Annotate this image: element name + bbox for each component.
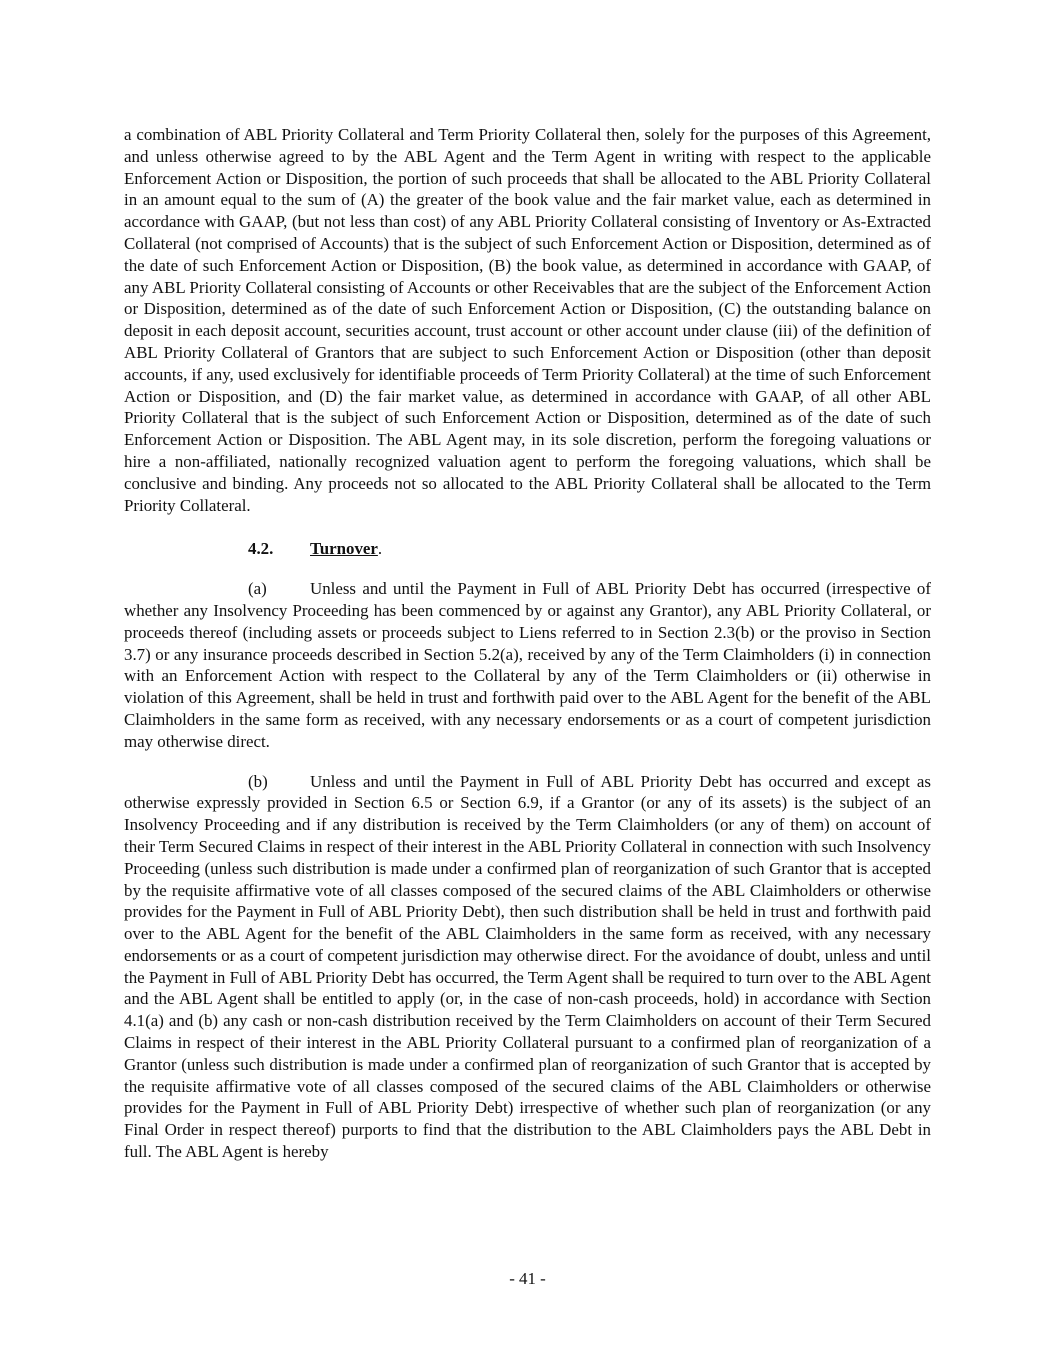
subsection-a (124, 578, 931, 752)
subsection-b-label: (b) (248, 771, 268, 791)
section-heading (124, 538, 931, 560)
subsection-a-label: (a) (248, 579, 267, 599)
document-page (124, 124, 931, 1181)
subsection-b-text: Unless and until the Payment in Full of ABL Priority Debt has occurred and except as otherwise expressly provided in Section 6.5 or Section 6.9, if a Grantor (or any of its assets) is the subject of an Insolvency Proceeding and if any distribution is received by the Term Claimholders (or any of them) on account of their Term Secured Claims in respect of their interest in the ABL Priority Collateral in connection with such Insolvency Proceeding (unless such distribution is made under a confirmed plan of reorganization of such Grantor that is accepted by the requisite affirmative vote of all classes composed of the secured claims of the ABL Claimholders or otherwise provides for the Payment in Full of ABL Priority Debt), then such distribution shall be held in trust and forthwith paid over to the ABL Agent for the benefit of the ABL Claimholders in the same form as received, with any necessary endorsements or as a court of competent jurisdiction may otherwise direct. For the avoidance of doubt, unless and until the Payment in Full of ABL Priority Debt has occurred, the Term Agent shall be required to turn over to the ABL Agent and the ABL Agent shall be entitled to apply (or, in the case of non-cash proceeds, hold) in accordance with Section 4.1(a) and (b) any cash or non-cash distribution received by the Term Claimholders on account of their Term Secured Claims in respect of their interest in the ABL Priority Collateral pursuant to a confirmed plan of reorganization of a Grantor (unless such distribution is made under a confirmed plan of reorganization of such Grantor that is accepted by the requisite affirmative vote of all classes composed of the secured claims of the ABL Claimholders or otherwise provides for the Payment in Full of ABL Priority Debt) irrespective of whether such plan of reorganization (or any Final Order in respect thereof) purports to find that the distribution to the ABL Claimholders pays the ABL Debt in full. The ABL Agent is hereby (124, 771, 931, 1162)
page-number: - 41 - (509, 1269, 546, 1288)
section-title: Turnover (310, 539, 378, 559)
section-number: 4.2. (248, 539, 274, 559)
subsection-b (124, 771, 931, 1163)
intro-paragraph: a combination of ABL Priority Collateral and Term Priority Collateral then, solely for the purposes of this Agreement, and unless otherwise agreed to by the ABL Agent and the Term Agent in writing with respect to the applicable Enforcement Action or Disposition, the portion of such proceeds that shall be allocated to the ABL Priority Collateral in an amount equal to the sum of (A) the greater of the book value and the fair market value, each as determined in accordance with GAAP, (but not less than cost) of any ABL Priority Collateral consisting of Inventory or As-Extracted Collateral (not comprised of Accounts) that is the subject of such Enforcement Action or Disposition, determined as of the date of such Enforcement Action or Disposition, (B) the book value, as determined in accordance with GAAP, of any ABL Priority Collateral consisting of Accounts or other Receivables that are the subject of the Enforcement Action or Disposition, determined as of the date of such Enforcement Action or Disposition, (C) the outstanding balance on deposit in each deposit account, securities account, trust account or other account under clause (iii) of the definition of ABL Priority Collateral of Grantors that are subject to such Enforcement Action or Disposition (other than deposit accounts, if any, used exclusively for identifiable proceeds of Term Priority Collateral) at the time of such Enforcement Action or Disposition, and (D) the fair market value, as determined in accordance with GAAP, of all other ABL Priority Collateral that is the subject of such Enforcement Action or Disposition, determined as of the date of such Enforcement Action or Disposition. The ABL Agent may, in its sole discretion, perform the foregoing valuations or hire a non-affiliated, nationally recognized valuation agent to perform the foregoing valuations, which shall be conclusive and binding. Any proceeds not so allocated to the ABL Priority Collateral shall be allocated to the Term Priority Collateral. (124, 125, 931, 515)
section-title-suffix: . (377, 539, 383, 559)
subsection-a-text: Unless and until the Payment in Full of ABL Priority Debt has occurred (irrespective of whether any Insolvency Proceeding has been commenced by or against any Grantor), any ABL Priority Collateral, or proceeds thereof (including assets or proceeds subject to Liens referred to in Section 2.3(b) or the proviso in Section 3.7) or any insurance proceeds described in Section 5.2(a), received by any of the Term Claimholders (i) in connection with an Enforcement Action with respect to the Collateral by any of the Term Claimholders or (ii) otherwise in violation of this Agreement, shall be held in trust and forthwith paid over to the ABL Agent for the benefit of the ABL Claimholders in the same form as received, with any necessary endorsements or as a court of competent jurisdiction may otherwise direct. (124, 579, 931, 751)
